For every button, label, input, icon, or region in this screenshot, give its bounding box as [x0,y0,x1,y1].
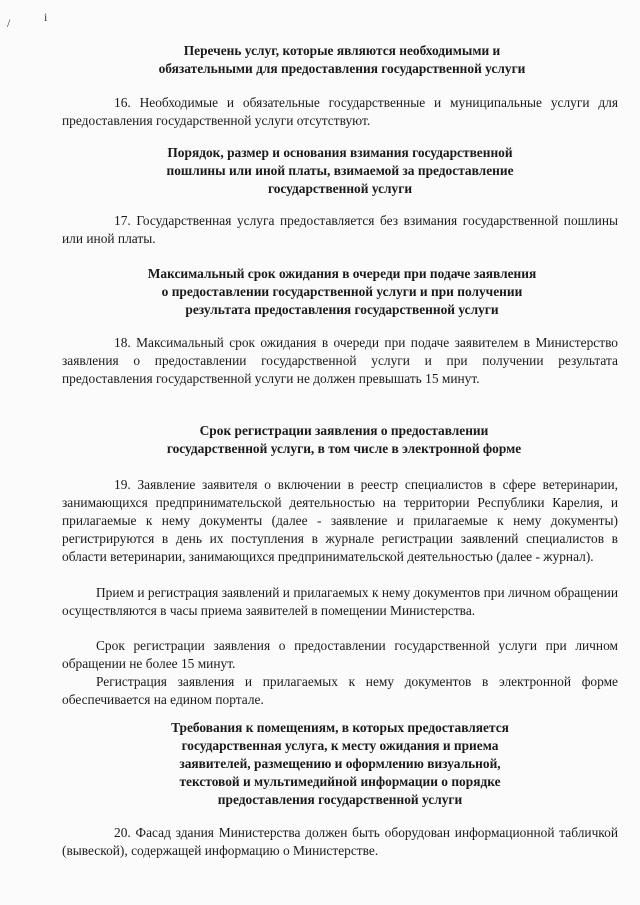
margin-mark: / [7,16,11,30]
paragraph-17: 17. Государственная услуга предоставляется без взимания государственной пошлины или иной платы. [62,213,618,246]
section-heading-17: Порядок, размер и основания взимания государственной пошлины или иной платы, взимаемой за предоставление государственной услуги [166,145,514,196]
paragraph-16: 16. Необходимые и обязательные государственные и муниципальные услуги для предоставления государственной услуги отсутствуют. [62,95,618,128]
paragraph-18: 18. Максимальный срок ожидания в очереди при подаче заявителем в Министерство заявления о предоставлении государственной услуги и при получении результата предоставления государственной услуги не должен превышать 15 минут. [62,335,618,386]
paragraph-19-reception: Прием и регистрация заявлений и прилагаемых к нему документов при личном обращении осуществляются в часы приема заявителей в помещении Министерства. [62,585,618,618]
section-heading-19: Срок регистрации заявления о предоставлении государственной услуги, в том числе в электронной форме [166,423,522,456]
paragraph-19-electronic: Регистрация заявления и прилагаемых к нему документов в электронной форме обеспечивается на едином портале. [62,674,618,707]
paragraph-19-term: Срок регистрации заявления о предоставлении государственной услуги при личном обращении не более 15 минут. [62,638,618,671]
section-heading-20: Требования к помещениям, в которых предоставляется государственная услуга, к месту ожидания и приема заявителей, размещению и оформлению визуальной, текстовой и мультимедийной информации о порядке предоставления государственной услуги [171,720,509,807]
section-heading-16: Перечень услуг, которые являются необходимыми и обязательными для предоставления государственной услуги [158,43,526,76]
margin-mark: i [44,10,48,24]
section-heading-18: Максимальный срок ожидания в очереди при подаче заявления о предоставлении государственной услуги и при получении результата предоставления государственной услуги [147,266,537,317]
paragraph-20: 20. Фасад здания Министерства должен быть оборудован информационной табличкой (вывеской), содержащей информацию о Министерстве. [62,825,618,858]
paragraph-19-main: 19. Заявление заявителя о включении в реестр специалистов в сфере ветеринарии, занимающихся предпринимательской деятельностью на территории Республики Карелия, и прилагаемые к нему документы (далее - заявление и прилагаемые к нему документы) регистрируются в день их поступления в журнале регистрации заявлений специалистов в области ветеринарии, занимающихся предпринимательской деятельностью (далее - журнал). [62,477,618,564]
